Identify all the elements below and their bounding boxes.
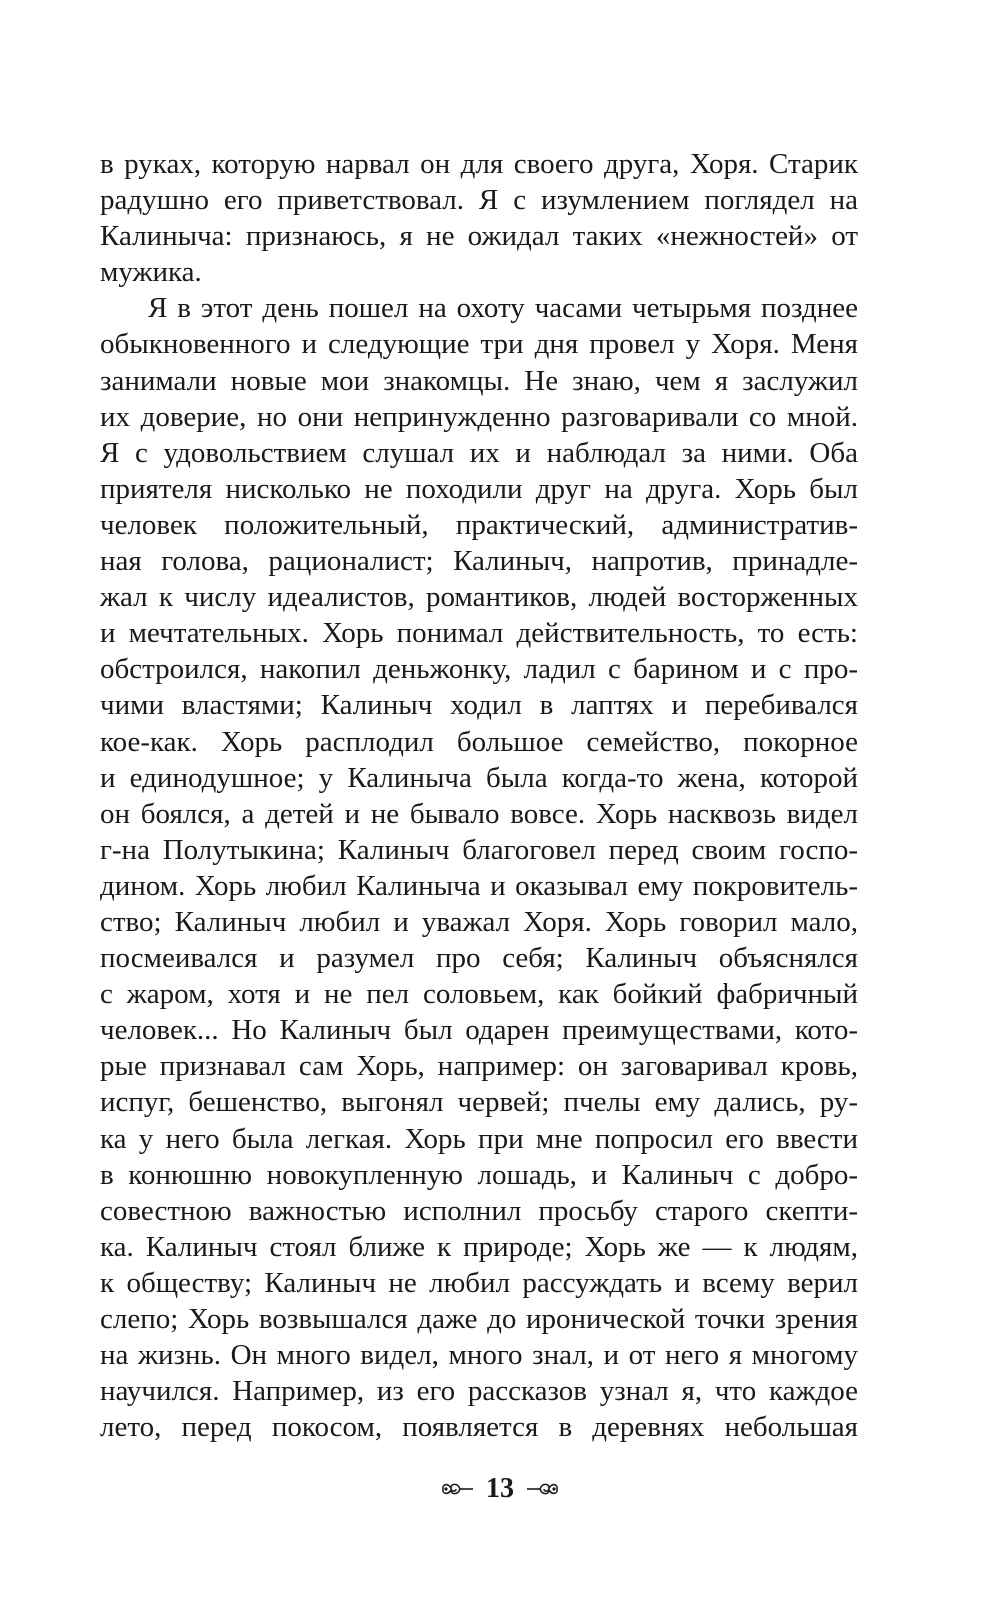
text-line: человек... Но Калиныч был одарен преимуществами, кото-	[100, 1014, 858, 1047]
text-line: рые признавал сам Хорь, например: он заговаривал кровь,	[100, 1050, 858, 1083]
text-line: ка у него была легкая. Хорь при мне попросил его ввести	[100, 1122, 858, 1155]
text-line: лето, перед покосом, появляется в деревнях небольшая	[100, 1411, 858, 1444]
text-line: кое-как. Хорь расплодил большое семейство, покорное	[100, 725, 858, 758]
text-line: занимали новые мои знакомцы. Не знаю, чем я заслужил	[100, 364, 858, 397]
text-line: испуг, бешенство, выгонял червей; пчелы ему дались, ру-	[100, 1086, 858, 1119]
text-line: обыкновенного и следующие три дня провел у Хоря. Меня	[100, 328, 858, 361]
text-line: с жаром, хотя и не пел соловьем, как бойкий фабричный	[100, 978, 858, 1011]
text-line: в конюшню новокупленную лошадь, и Калиныч с добро-	[100, 1158, 858, 1191]
text-line: радушно его приветствовал. Я с изумлением поглядел на	[100, 184, 858, 217]
text-line: ство; Калиныч любил и уважал Хоря. Хорь говорил мало,	[100, 905, 858, 938]
text-line: в руках, которую нарвал он для своего друга, Хоря. Старик	[100, 148, 858, 180]
text-line: дином. Хорь любил Калиныча и оказывал ему покровитель-	[100, 869, 858, 902]
text-line: научился. Например, из его рассказов узнал я, что каждое	[100, 1375, 858, 1408]
text-line: ная голова, рационалист; Калиныч, напротив, принадле-	[100, 545, 858, 578]
body-text	[100, 146, 858, 1445]
text-line: мужика.	[100, 256, 202, 289]
left-fleuron-icon	[440, 1479, 474, 1499]
page-number: 13	[486, 1473, 514, 1504]
text-line: к обществу; Калиныч не любил рассуждать и всему верил	[100, 1266, 858, 1299]
text-line: слепо; Хорь возвышался даже до иронической точки зрения	[100, 1303, 858, 1335]
text-line: приятеля нисколько не походили друг на друга. Хорь был	[100, 472, 858, 505]
text-line: совестною важностью исполнил просьбу старого скепти-	[100, 1194, 858, 1227]
text-line: Калиныча: признаюсь, я не ожидал таких «нежностей» от	[100, 220, 858, 253]
right-fleuron-icon	[526, 1479, 560, 1499]
text-line: он боялся, а детей и не бывало вовсе. Хорь насквозь видел	[100, 797, 858, 830]
page-footer	[0, 1474, 1000, 1504]
text-line: чими властями; Калиныч ходил в лаптях и перебивался	[100, 689, 858, 722]
text-line: г-на Полутыкина; Калиныч благоговел перед своим госпо-	[100, 833, 858, 866]
text-line: Я в этот день пошел на охоту часами четырьмя позднее	[148, 292, 858, 325]
text-line: и единодушное; у Калиныча была когда-то жена, которой	[100, 761, 858, 794]
text-line: и мечтательных. Хорь понимал действительность, то есть:	[100, 617, 858, 650]
text-line: человек положительный, практический, административ-	[100, 508, 858, 541]
text-line: их доверие, но они непринужденно разговаривали со мной.	[100, 400, 858, 433]
text-line: на жизнь. Он много видел, много знал, и от него я многому	[100, 1339, 858, 1372]
text-line: посмеивался и разумел про себя; Калиныч объяснялся	[100, 942, 858, 975]
text-line: обстроился, накопил деньжонку, ладил с барином и с про-	[100, 653, 858, 686]
text-line: Я с удовольствием слушал их и наблюдал за ними. Оба	[100, 436, 858, 469]
text-line: ка. Калиныч стоял ближе к природе; Хорь же — к людям,	[100, 1230, 858, 1263]
text-line: жал к числу идеалистов, романтиков, людей восторженных	[100, 581, 858, 614]
